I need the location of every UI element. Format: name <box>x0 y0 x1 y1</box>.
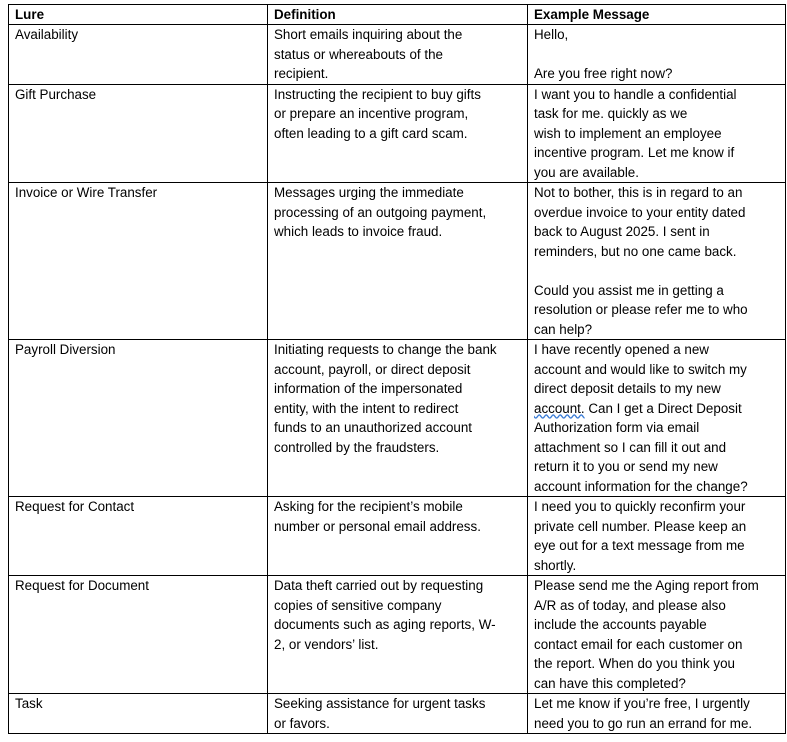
spellcheck-underline: account. <box>534 400 585 416</box>
lure-name: Availability <box>15 27 79 42</box>
definition-line: copies of sensitive company <box>274 597 442 613</box>
definition-cell <box>268 84 528 183</box>
example-line: account information for the change? <box>534 478 748 494</box>
example-line: include the accounts payable <box>534 617 707 632</box>
example-cell <box>528 497 786 576</box>
example-line: Let me know if you’re free, I urgently <box>534 696 750 711</box>
header-lure: Lure <box>9 5 268 25</box>
example-line: Authorization form via email <box>534 420 700 435</box>
example-line: overdue invoice to your entity dated <box>534 204 746 220</box>
example-line: private cell number. Please keep an <box>534 518 747 534</box>
example-line: Please send me the Aging report from <box>534 578 759 593</box>
lure-cell <box>9 84 268 183</box>
example-line: A/R as of today, and please also <box>534 597 726 613</box>
example-line: the report. When do you think you <box>534 656 735 671</box>
definition-line: Messages urging the immediate <box>274 185 464 200</box>
example-line: wish to implement an employee <box>534 125 722 141</box>
definition-cell <box>268 576 528 694</box>
definition-line: or favors. <box>274 715 330 731</box>
example-line: task for me. quickly as we <box>534 106 688 121</box>
example-line: account and would like to switch my <box>534 361 747 377</box>
table-body <box>9 25 786 734</box>
definition-line: processing of an outgoing payment, <box>274 204 487 220</box>
definition-line: Initiating requests to change the bank <box>274 342 497 357</box>
lure-cell <box>9 340 268 497</box>
definition-line: Short emails inquiring about the <box>274 27 463 42</box>
example-line: I have recently opened a new <box>534 342 709 357</box>
header-definition: Definition <box>268 5 528 25</box>
example-line: direct deposit details to my new <box>534 381 721 396</box>
lure-cell <box>9 694 268 734</box>
example-cell <box>528 576 786 694</box>
header-example: Example Message <box>528 5 786 25</box>
example-line: return it to you or send my new <box>534 459 718 474</box>
lure-cell <box>9 183 268 340</box>
example-line: Are you free right now? <box>534 66 673 81</box>
example-line: need you to go run an errand for me. <box>534 715 753 731</box>
header-row <box>9 5 786 25</box>
table-row <box>9 340 786 497</box>
example-line: Could you assist me in getting a <box>534 282 724 298</box>
definition-line: status or whereabouts of the <box>274 46 443 62</box>
definition-line: or prepare an incentive program, <box>274 106 469 121</box>
example-line: contact email for each customer on <box>534 636 743 652</box>
lure-table <box>8 4 786 734</box>
definition-line: 2, or vendors’ list. <box>274 636 379 652</box>
definition-line: information of the impersonated <box>274 381 463 396</box>
lure-name: Invoice or Wire Transfer <box>15 185 158 200</box>
example-cell <box>528 340 786 497</box>
example-line: Hello, <box>534 27 569 42</box>
example-line: Not to bother, this is in regard to an <box>534 185 743 200</box>
example-line: I need you to quickly reconfirm your <box>534 499 746 514</box>
lure-name: Request for Document <box>15 578 149 593</box>
example-cell <box>528 25 786 85</box>
definition-line: Asking for the recipient’s mobile <box>274 499 463 514</box>
definition-line: Instructing the recipient to buy gifts <box>274 86 481 102</box>
lure-cell <box>9 497 268 576</box>
example-line: resolution or please refer me to who <box>534 302 748 317</box>
definition-line: which leads to invoice fraud. <box>274 224 443 239</box>
definition-line: number or personal email address. <box>274 518 481 534</box>
definition-line: documents such as aging reports, W- <box>274 617 496 632</box>
example-blank-line <box>534 45 779 65</box>
lure-cell <box>9 576 268 694</box>
example-line: I want you to handle a confidential <box>534 86 737 102</box>
definition-line: controlled by the fraudsters. <box>274 439 440 455</box>
example-cell <box>528 84 786 183</box>
lure-name: Payroll Diversion <box>15 342 116 357</box>
definition-line: account, payroll, or direct deposit <box>274 361 471 377</box>
definition-line: Data theft carried out by requesting <box>274 578 484 593</box>
lure-cell <box>9 25 268 85</box>
table-row <box>9 25 786 85</box>
definition-line: often leading to a gift card scam. <box>274 125 468 141</box>
definition-line: funds to an unauthorized account <box>274 420 473 435</box>
table-row <box>9 694 786 734</box>
definition-cell <box>268 183 528 340</box>
table-row <box>9 84 786 183</box>
example-line: shortly. <box>534 557 577 573</box>
lure-name: Request for Contact <box>15 499 135 514</box>
table-row <box>9 183 786 340</box>
definition-cell <box>268 497 528 576</box>
example-line: attachment so I can fill it out and <box>534 439 727 455</box>
example-line: eye out for a text message from me <box>534 538 745 553</box>
example-line: reminders, but no one came back. <box>534 243 737 259</box>
table-row <box>9 576 786 694</box>
table-row <box>9 497 786 576</box>
definition-line: Seeking assistance for urgent tasks <box>274 696 486 711</box>
example-line: incentive program. Let me know if <box>534 145 735 160</box>
example-line: account. Can I get a Direct Deposit <box>534 400 742 416</box>
example-cell <box>528 694 786 734</box>
example-line: can help? <box>534 321 593 337</box>
example-blank-line <box>534 261 779 281</box>
definition-cell <box>268 340 528 497</box>
example-cell <box>528 183 786 340</box>
definition-cell <box>268 694 528 734</box>
example-line: can have this completed? <box>534 675 686 691</box>
definition-line: recipient. <box>274 66 329 81</box>
lure-name: Gift Purchase <box>15 86 97 102</box>
example-line: you are available. <box>534 164 639 180</box>
definition-line: entity, with the intent to redirect <box>274 400 459 416</box>
definition-cell <box>268 25 528 85</box>
lure-name: Task <box>15 696 43 711</box>
example-line: back to August 2025. I sent in <box>534 224 710 239</box>
